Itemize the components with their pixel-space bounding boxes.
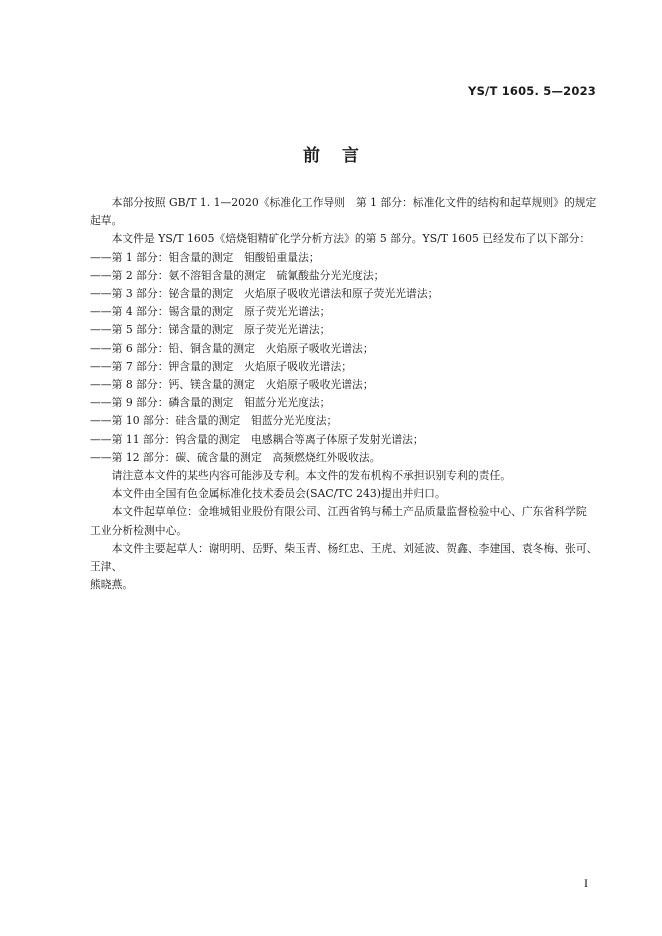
part-list-item: ——第 12 部分：碳、硫含量的测定 高频燃烧红外吸收法。 (90, 450, 381, 464)
paragraph-drafting-rules-cont: 起草。 (90, 214, 123, 228)
drafting-units: 本文件起草单位：金堆城钼业股份有限公司、江西省钨与稀土产品质量监督检验中心、广东省科学院 (111, 505, 587, 519)
paragraph-drafting-rules: 本部分按照 GB/T 1. 1—2020《标准化工作导则 第 1 部分：标准化文件的结构和起草规则》的规定 (111, 196, 597, 209)
part-list-item: ——第 6 部分：铅、铜含量的测定 火焰原子吸收光谱法； (90, 341, 374, 355)
paragraph-series-intro: 本文件是 YS/T 1605《焙烧钼精矿化学分析方法》的第 5 部分。YS/T 1605 已经发布了以下部分： (111, 232, 591, 246)
document-body (90, 194, 607, 594)
part-list-item: ——第 10 部分：硅含量的测定 钼蓝分光光度法； (90, 414, 338, 428)
patent-notice: 请注意本文件的某些内容可能涉及专利。本文件的发布机构不承担识别专利的责任。 (111, 469, 512, 483)
part-list-item: ——第 2 部分：氨不溶钼含量的测定 硫氰酸盐分光光度法； (90, 268, 385, 282)
part-list-item: ——第 4 部分：锡含量的测定 原子荧光光谱法； (90, 305, 331, 319)
part-list-item: ——第 3 部分：铋含量的测定 火焰原子吸收光谱法和原子荧光光谱法； (90, 287, 439, 301)
drafters: 本文件主要起草人：谢明明、岳野、柴玉青、杨红忠、王虎、刘延波、贺鑫、李建国、袁冬梅、张可、王津、 (90, 541, 598, 574)
part-list-item: ——第 8 部分：钙、镁含量的测定 火焰原子吸收光谱法； (90, 378, 374, 392)
standard-code: YS/T 1605. 5—2023 (468, 84, 596, 98)
part-list-item: ——第 5 部分：锑含量的测定 原子荧光光谱法； (90, 323, 331, 337)
page-number: I (584, 876, 588, 890)
part-list-item: ——第 9 部分：磷含量的测定 钼蓝分光光度法； (90, 396, 331, 410)
drafters-cont: 熊晓燕。 (90, 578, 134, 592)
part-list-item: ——第 1 部分：钼含量的测定 钼酸铅重量法； (90, 250, 320, 264)
page-title: 前言 (303, 146, 381, 166)
part-list-item: ——第 11 部分：钨含量的测定 电感耦合等离子体原子发射光谱法； (90, 432, 424, 446)
part-list-item: ——第 7 部分：钾含量的测定 火焰原子吸收光谱法； (90, 359, 353, 373)
drafting-units-cont: 工业分析检测中心。 (90, 523, 188, 537)
proposer-statement: 本文件由全国有色金属标准化技术委员会(SAC/TC 243)提出并归口。 (111, 487, 446, 501)
